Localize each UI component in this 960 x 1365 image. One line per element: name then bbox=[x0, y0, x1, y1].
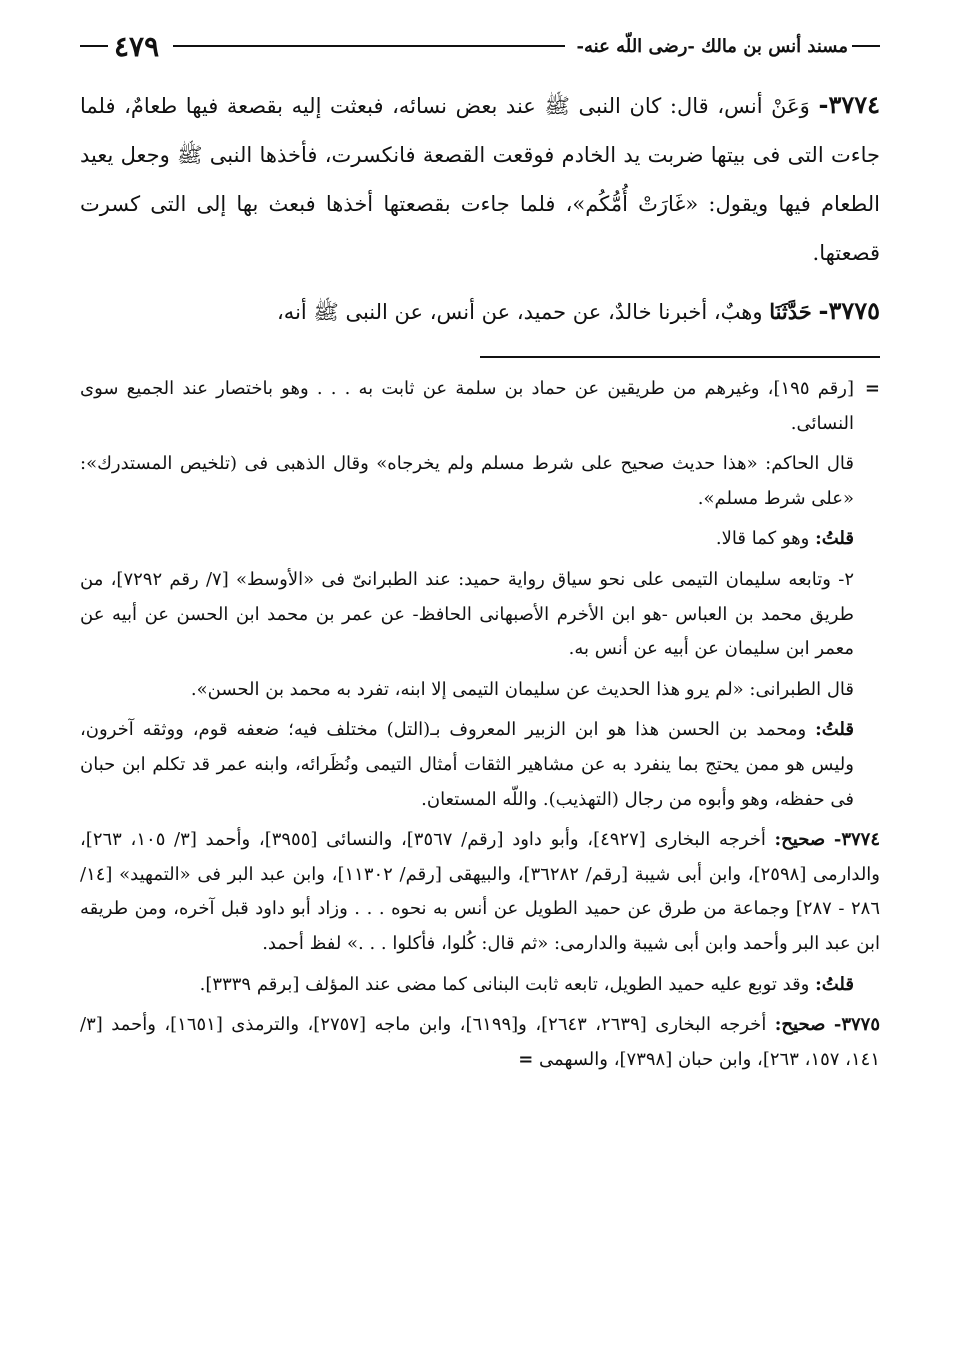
footnote-continuation bbox=[80, 372, 880, 447]
footnote-text: ٢- وتابعه سليمان التيمى على نحو سياق رواية حميد: عند الطبرانىّ فى «الأوسط» [٧/ رقم ٧٢٩٢]، من طريق محمد بن العباس -هو ابن الأخرم الأصبهانى الحافظ- عن عمر بن محمد ابن الحسن عن أبيه عن معمر ابن سليمان عن أبيه عن أنس به. bbox=[80, 568, 854, 660]
footnote-lead: قلتُ: bbox=[815, 719, 854, 741]
hadith-text: وَعَنْ أنس، قال: كان النبى ﷺ عند بعض نسائه، فبعثت إليه بقصعة فيها طعامٌ، فلما جاءت التى فى بيتها ضربت يد الخادم فوقعت القصعة فانكسرت، فأخذها النبى ﷺ وجعل يعيد الطعام فيها ويقول: «غَارَتْ أُمُّكُم»، فلما جاءت بقصعتها أخذها فبعث بها إلى التى كسرت قصعتها. bbox=[80, 94, 880, 265]
footnote-3775 bbox=[80, 1008, 880, 1077]
footnote-lead: قلتُ: bbox=[815, 973, 854, 995]
footnote-text: ومحمد بن الحسن هذا هو ابن الزبير المعروف بـ(التل) مختلف فيه؛ ضعفه قوم، ووثقه آخرون، وليس هو ممن يحتج بما ينفرد به عن مشاهير الثقات أمثال التيمى ونُظَرائه، وابنه عمر قد تكلم ابن حبان فى حفظه، وهو وأبوه من رجال (التهذيب). واللّه المستعان. bbox=[80, 719, 854, 810]
footnote-lead: قلتُ: bbox=[815, 528, 854, 550]
footnote-grade: صحيح: bbox=[774, 1014, 826, 1036]
footnote-text: أخرجه البخارى [٢٦٣٩، ٢٦٤٣]، و[٦١٩٩]، وابن ماجه [٢٧٥٧]، والترمذى [١٦٥١]، وأحمد [٣/ ١٤١، ١٥٧، ٢٦٣]، وابن حبان [٧٣٩٨]، والسهمى bbox=[80, 1014, 880, 1070]
footnote-grade: صحيح: bbox=[774, 829, 826, 851]
continuation-mark: = bbox=[864, 378, 880, 399]
main-text bbox=[80, 80, 880, 337]
footnotes bbox=[80, 372, 880, 1083]
footnote-text: قال الحاكم: «هذا حديث صحيح على شرط مسلم ولم يخرجاه» وقال الذهبى فى (تلخيص المستدرك»: «على شرط مسلم». bbox=[80, 453, 854, 509]
footnote-number: ٣٧٧٥- bbox=[833, 1014, 880, 1036]
hadith-3774 bbox=[80, 80, 880, 278]
footnote-text: قال الطبرانى: «لم يرو هذا الحديث عن سليمان التيمى إلا ابنه، تفرد به محمد بن الحسن». bbox=[190, 678, 854, 700]
hadith-number: ٣٧٧٤- bbox=[818, 90, 880, 119]
footnote-text: [رقم ١٩٥]، وغيرهم من طريقين عن حماد بن سلمة عن ثابت به . . . وهو باختصار عند الجميع سوى النسائى. bbox=[80, 378, 854, 434]
footnote-3774 bbox=[80, 823, 880, 961]
footnote-paragraph bbox=[80, 522, 880, 557]
footnote-number: ٣٧٧٤- bbox=[833, 829, 880, 851]
continuation-mark: = bbox=[518, 1048, 534, 1070]
footnote-text: أخرجه البخارى [٤٩٢٧]، وأبو داود [رقم/ ٣٥٦٧]، والنسائى [٣٩٥٥]، وأحمد [٣/ ١٠٥، ٢٦٣]، والدارمى [٢٥٩٨]، وابن أبى شيبة [رقم/ ٣٦٢٨٢]، والبيهقى [رقم/ ١١٣٠٢]، وابن عبد البر فى «التمهيد» [١٤/ ٢٨٦ - ٢٨٧] وجماعة من طرق عن حميد الطويل عن أنس به نحوه . . . وزاد أبو داود قبل آخره، ومن طريقه ابن عبد البر وأحمد وابن أبى شيبة والدارمى: «ثم قال: كُلوا، فأكلوا . . .» لفظ أحمد. bbox=[80, 829, 880, 954]
page-number: ٤٧٩ bbox=[114, 29, 160, 63]
footnote-paragraph bbox=[80, 713, 880, 817]
header-dash-left bbox=[80, 45, 108, 47]
hadith-number: ٣٧٧٥- bbox=[818, 296, 880, 325]
header-dash bbox=[852, 45, 880, 47]
running-title: مسند أنس بن مالك -رضى اللّه عنه- bbox=[576, 35, 848, 57]
hadith-text: وهبٌ، أخبرنا خالدٌ، عن حميد، عن أنس، عن النبى ﷺ أنه، bbox=[277, 300, 763, 324]
footnote-separator bbox=[480, 356, 880, 358]
header-rule bbox=[173, 45, 564, 47]
hadith-lead: حَدَّثَنَا bbox=[769, 299, 812, 324]
footnote-paragraph bbox=[80, 968, 880, 1003]
footnote-text: وقد توبع عليه حميد الطويل، تابعه ثابت البنانى كما مضى عند المؤلف [برقم ٣٣٣٩]. bbox=[199, 973, 810, 995]
footnote-text: وهو كما قالا. bbox=[715, 528, 810, 550]
page-header bbox=[80, 28, 880, 64]
hadith-3775 bbox=[80, 286, 880, 337]
